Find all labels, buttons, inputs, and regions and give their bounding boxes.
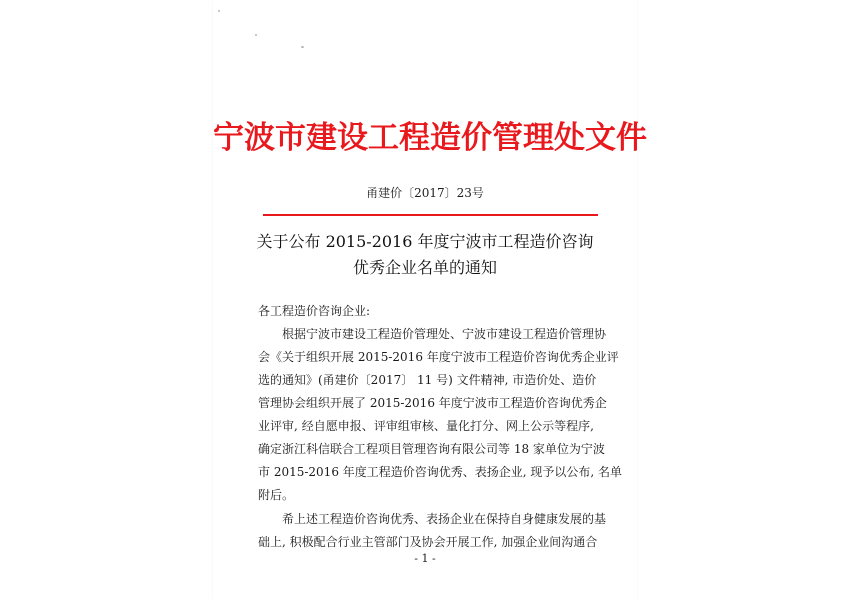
- paragraph-line: 附后。: [258, 488, 295, 502]
- scan-speck: [301, 46, 304, 48]
- scan-speck: [255, 34, 257, 36]
- paragraph-line: 希上述工程造价咨询优秀、表扬企业在保持自身健康发展的基: [282, 512, 607, 526]
- paragraph-line: 业评审, 经自愿申报、评审组审核、量化打分、网上公示等程序,: [258, 419, 594, 433]
- document-page: [213, 0, 647, 600]
- page-number: - 1 -: [414, 552, 436, 565]
- notice-title-line-2: 优秀企业名单的通知: [352, 258, 497, 277]
- paragraph-line: 市 2015-2016 年度工程造价咨询优秀、表扬企业, 现予以公布, 名单: [258, 465, 623, 479]
- paragraph-line: 根据宁波市建设工程造价管理处、宁波市建设工程造价管理协: [282, 327, 607, 341]
- paragraph-line: 础上, 积极配合行业主管部门及协会开展工作, 加强企业间沟通合: [258, 535, 598, 549]
- salutation: 各工程造价咨询企业:: [258, 304, 371, 318]
- paragraph-line: 选的通知》(甬建价〔2017〕 11 号) 文件精神, 市造价处、造价: [258, 373, 597, 387]
- paragraph-line: 确定浙江科信联合工程项目管理咨询有限公司等 18 家单位为宁波: [258, 442, 605, 456]
- org-header-title: 宁波市建设工程造价管理处文件: [213, 120, 647, 156]
- document-number: 甬建价〔2017〕23号: [366, 186, 484, 200]
- scan-speck: [218, 10, 220, 12]
- notice-title-line-1: 关于公布 2015-2016 年度宁波市工程造价咨询: [256, 232, 594, 251]
- red-divider-line: [263, 214, 598, 216]
- paragraph-line: 管理协会组织开展了 2015-2016 年度宁波市工程造价咨询优秀企: [258, 396, 607, 410]
- paragraph-line: 会《关于组织开展 2015-2016 年度宁波市工程造价咨询优秀企业评: [258, 350, 619, 364]
